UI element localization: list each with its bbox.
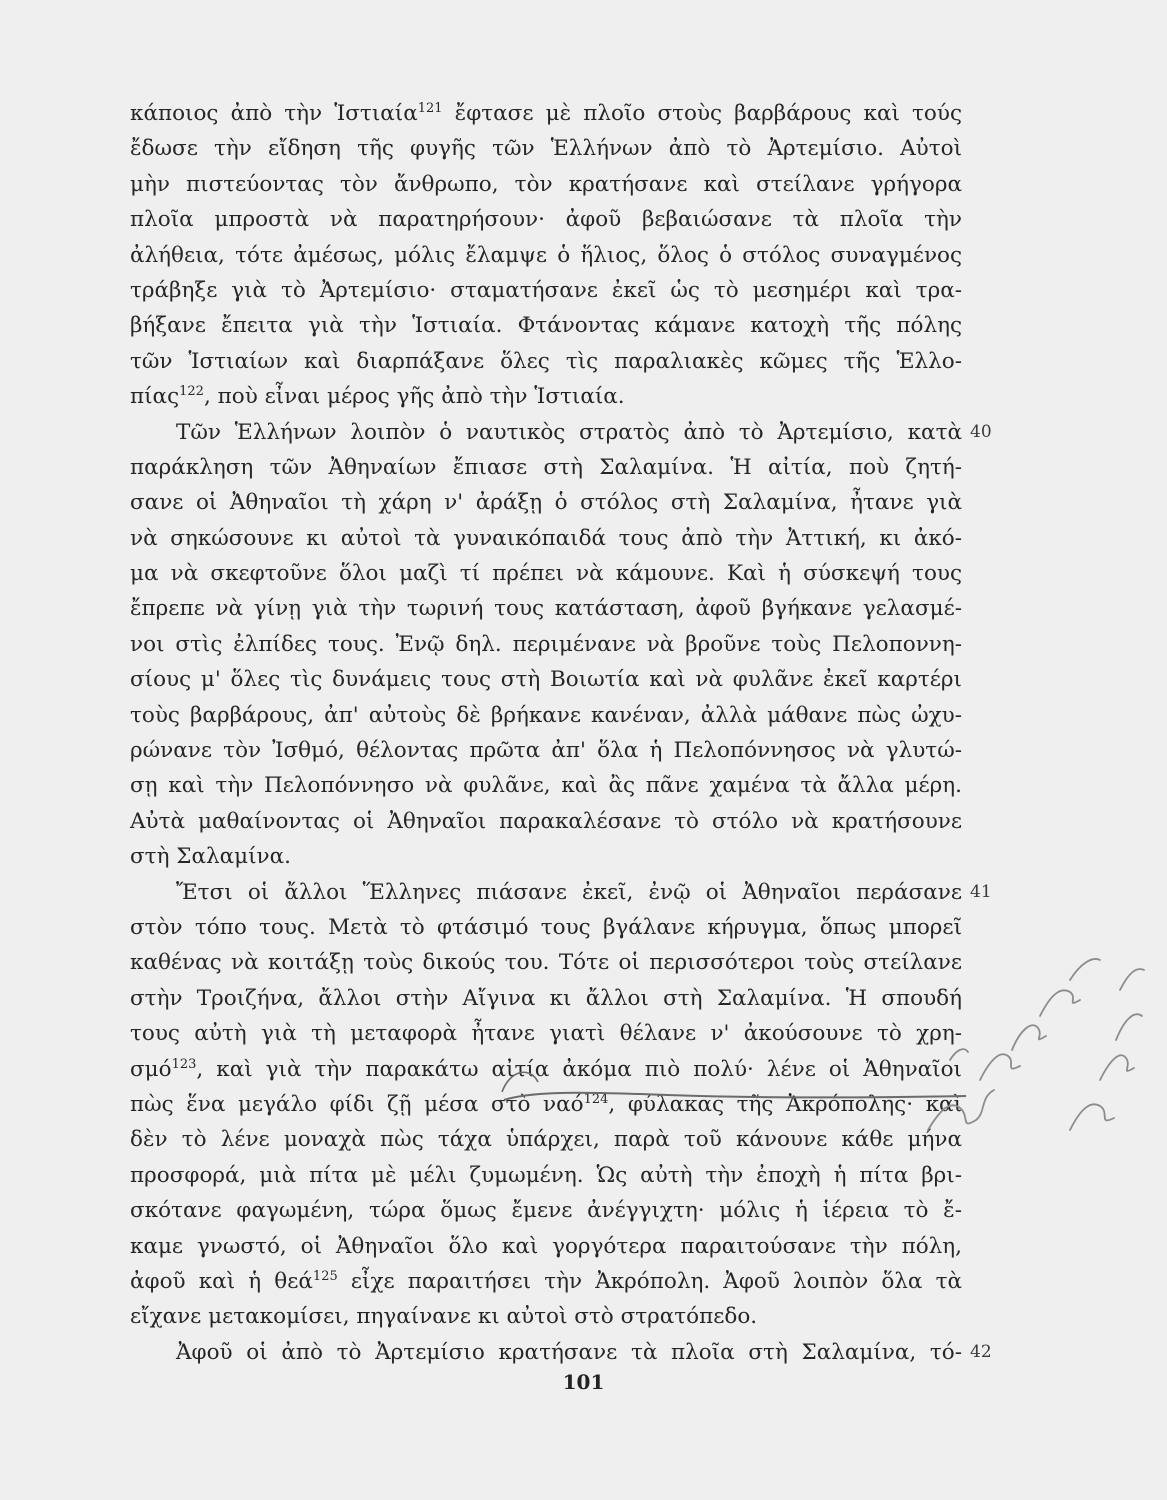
- footnote-marker: 124: [583, 1091, 609, 1107]
- line-text: τράβηξε γιὰ τὸ Ἀρτεμίσιο· σταματήσανε ἐκεῖ ὡς τὸ μεσημέρι καὶ τρα-: [130, 277, 962, 303]
- text-line: [130, 131, 962, 166]
- line-text: εἴχανε μετακομίσει, πηγαίνανε κι αὐτοὶ στὸ στρατόπεδο.: [130, 1304, 758, 1330]
- page-number: 101: [562, 1370, 605, 1394]
- text-line: [130, 733, 962, 768]
- line-text: δὲν τὸ λένε μοναχὰ πὼς τάχα ὑπάρχει, παρὰ τοῦ κάνουνε κάθε μήνα: [130, 1127, 962, 1153]
- line-text: καμε γνωστό, οἱ Ἀθηναῖοι ὅλο καὶ γοργότερα παραιτούσανε τὴν πόλη,: [130, 1233, 962, 1259]
- line-text: πὼς ἕνα μεγάλο φίδι ζῇ μέσα στὸ ναό: [130, 1091, 584, 1117]
- line-text: πλοῖα μπροστὰ νὰ παρατηρήσουν· ἀφοῦ βεβαιώσανε τὰ πλοῖα τὴν: [130, 207, 962, 233]
- line-text: Ἀφοῦ οἱ ἀπὸ τὸ Ἀρτεμίσιο κρατήσανε τὰ πλοῖα στὴ Σαλαμίνα, τό-: [176, 1339, 962, 1365]
- text-line: [130, 804, 962, 839]
- text-line: [130, 627, 962, 662]
- line-text-continued: , καὶ γιὰ τὴν παρακάτω αἰτία ἀκόμα πιὸ πολύ· λένε οἱ Ἀθηναῖοι: [196, 1056, 962, 1082]
- text-line: [130, 1299, 962, 1334]
- text-line: [130, 379, 962, 414]
- footnote-marker: 123: [171, 1056, 197, 1072]
- line-text: σκότανε φαγωμένη, τώρα ὅμως ἔμενε ἀνέγγιχτη· μόλις ἡ ἱέρεια τὸ ἔ-: [130, 1198, 962, 1224]
- section-number: 40: [970, 421, 992, 442]
- text-line: [130, 202, 962, 237]
- line-text: Ἔτσι οἱ ἄλλοι Ἕλληνες πιάσανε ἐκεῖ, ἐνῷ οἱ Ἀθηναῖοι περάσανε: [176, 879, 962, 905]
- text-line: [130, 981, 962, 1016]
- line-text: προσφορά, μιὰ πίτα μὲ μέλι ζυμωμένη. Ὡς αὐτὴ τὴν ἐποχὴ ἡ πίτα βρι-: [130, 1162, 962, 1188]
- section-number: 41: [970, 881, 992, 902]
- footnote-marker: 122: [179, 384, 204, 400]
- line-text: βήξανε ἔπειτα γιὰ τὴν Ἱστιαία. Φτάνοντας κάμανε κατοχὴ τῆς πόλης: [130, 313, 962, 339]
- text-line: [130, 875, 962, 910]
- line-text: ἔδωσε τὴν εἴδηση τῆς φυγῆς τῶν Ἑλλήνων ἀπὸ τὸ Ἀρτεμίσιο. Αὐτοὶ: [130, 136, 962, 162]
- line-text: στὴ Σαλαμίνα.: [130, 844, 291, 870]
- footnote-marker: 121: [417, 101, 443, 116]
- line-text: νοι στὶς ἐλπίδες τους. Ἐνῷ δηλ. περιμένανε νὰ βροῦνε τοὺς Πελοποννη-: [130, 631, 962, 657]
- line-text-continued: , φύλακας τῆς Ἀκρόπολης· καὶ: [608, 1091, 962, 1117]
- text-line: [130, 1193, 962, 1228]
- text-line: [130, 1158, 962, 1193]
- line-text: Αὐτὰ μαθαίνοντας οἱ Ἀθηναῖοι παρακαλέσανε τὸ στόλο νὰ κρατήσουνε: [130, 808, 962, 834]
- text-line: [130, 273, 962, 308]
- text-line: [130, 308, 962, 343]
- line-text: ἀλήθεια, τότε ἀμέσως, μόλις ἔλαμψε ὁ ἥλιος, ὅλος ὁ στόλος συναγμένος: [130, 242, 962, 268]
- line-text: νὰ σηκώσουνε κι αὐτοὶ τὰ γυναικόπαιδά τους ἀπὸ τὴν Ἀττική, κι ἀκό-: [130, 525, 962, 551]
- text-line: [130, 839, 962, 874]
- text-line: [130, 344, 962, 379]
- text-line: [130, 698, 962, 733]
- text-line: [130, 1335, 962, 1370]
- line-text: ἔπρεπε νὰ γίνῃ γιὰ τὴν τωρινή τους κατάσταση, ἀφοῦ βγήκανε γελασμέ-: [130, 596, 962, 622]
- text-line: [130, 1264, 962, 1299]
- text-line: [130, 167, 962, 202]
- line-text: καθένας νὰ κοιτάξῃ τοὺς δικούς του. Τότε οἱ περισσότεροι τοὺς στείλανε: [130, 950, 962, 976]
- line-text: ρώνανε τὸν Ἰσθμό, θέλοντας πρῶτα ἀπ' ὅλα ἡ Πελοπόννησος νὰ γλυτώ-: [130, 738, 962, 764]
- text-line: [130, 910, 962, 945]
- line-text-continued: εἶχε παραιτήσει τὴν Ἀκρόπολη. Ἀφοῦ λοιπὸν ὅλα τὰ: [337, 1268, 963, 1294]
- line-text: σῃ καὶ τὴν Πελοπόννησο νὰ φυλᾶνε, καὶ ἂς πᾶνε χαμένα τὰ ἄλλα μέρη.: [130, 773, 962, 799]
- line-text: παράκληση τῶν Ἀθηναίων ἔπιασε στὴ Σαλαμίνα. Ἡ αἰτία, ποὺ ζητή-: [130, 454, 962, 480]
- text-line: [130, 662, 962, 697]
- line-text: μὴν πιστεύοντας τὸν ἄνθρωπο, τὸν κρατήσανε καὶ στείλανε γρήγορα: [130, 171, 962, 197]
- body-text: [130, 96, 962, 1370]
- line-text: τους αὐτὴ γιὰ τὴ μεταφορὰ ἦτανε γιατὶ θέλανε ν' ἀκούσουνε τὸ χρη-: [130, 1021, 962, 1047]
- line-text: ἀφοῦ καὶ ἡ θεά: [130, 1268, 313, 1294]
- pen-underline: [500, 1060, 970, 1120]
- text-line: [130, 945, 962, 980]
- text-line: [130, 415, 962, 450]
- section-number: 42: [970, 1342, 992, 1362]
- text-line: [130, 556, 962, 591]
- line-text: μα νὰ σκεφτοῦνε ὅλοι μαζὶ τί πρέπει νὰ κάμουνε. Καὶ ἡ σύσκεψή τους: [130, 561, 962, 587]
- text-line: [130, 1122, 962, 1157]
- line-text: τῶν Ἱστιαίων καὶ διαρπάξανε ὅλες τὶς παραλιακὲς κῶμες τῆς Ἑλλο-: [130, 348, 962, 374]
- line-text: σίους μ' ὅλες τὶς δυνάμεις τους στὴ Βοιωτία καὶ νὰ φυλᾶνε ἐκεῖ καρτέρι: [130, 667, 962, 693]
- text-line: [130, 450, 962, 485]
- line-text: τοὺς βαρβάρους, ἀπ' αὐτοὺς δὲ βρήκανε κανέναν, ἀλλὰ μάθανε πὼς ὠχυ-: [130, 702, 962, 728]
- line-text-continued: , ποὺ εἶναι μέρος γῆς ἀπὸ τὴν Ἱστιαία.: [203, 384, 625, 410]
- text-line: [130, 96, 962, 131]
- line-text: πίας: [130, 384, 180, 410]
- line-text: στὸν τόπο τους. Μετὰ τὸ φτάσιμό τους βγάλανε κήρυγμα, ὅπως μπορεῖ: [130, 914, 962, 940]
- line-text: σανε οἱ Ἀθηναῖοι τὴ χάρη ν' ἀράξῃ ὁ στόλος στὴ Σαλαμίνα, ἦτανε γιὰ: [130, 490, 962, 516]
- line-text: κάποιος ἀπὸ τὴν Ἱστιαία: [130, 101, 418, 126]
- text-line: [130, 521, 962, 556]
- text-line: [130, 485, 962, 520]
- handwritten-margin-note: [920, 930, 1150, 1150]
- line-text: σμό: [130, 1056, 172, 1082]
- text-line: [130, 1229, 962, 1264]
- text-line: [130, 1016, 962, 1051]
- text-line: [130, 238, 962, 273]
- line-text: Τῶν Ἑλλήνων λοιπὸν ὁ ναυτικὸς στρατὸς ἀπὸ τὸ Ἀρτεμίσιο, κατὰ: [176, 419, 962, 445]
- text-line: [130, 768, 962, 803]
- footnote-marker: 125: [312, 1268, 338, 1284]
- line-text-continued: ἔφτασε μὲ πλοῖο στοὺς βαρβάρους καὶ τούς: [442, 101, 962, 126]
- line-text: στὴν Τροιζήνα, ἄλλοι στὴν Αἴγινα κι ἄλλοι στὴ Σαλαμίνα. Ἡ σπουδή: [130, 985, 962, 1011]
- text-line: [130, 591, 962, 626]
